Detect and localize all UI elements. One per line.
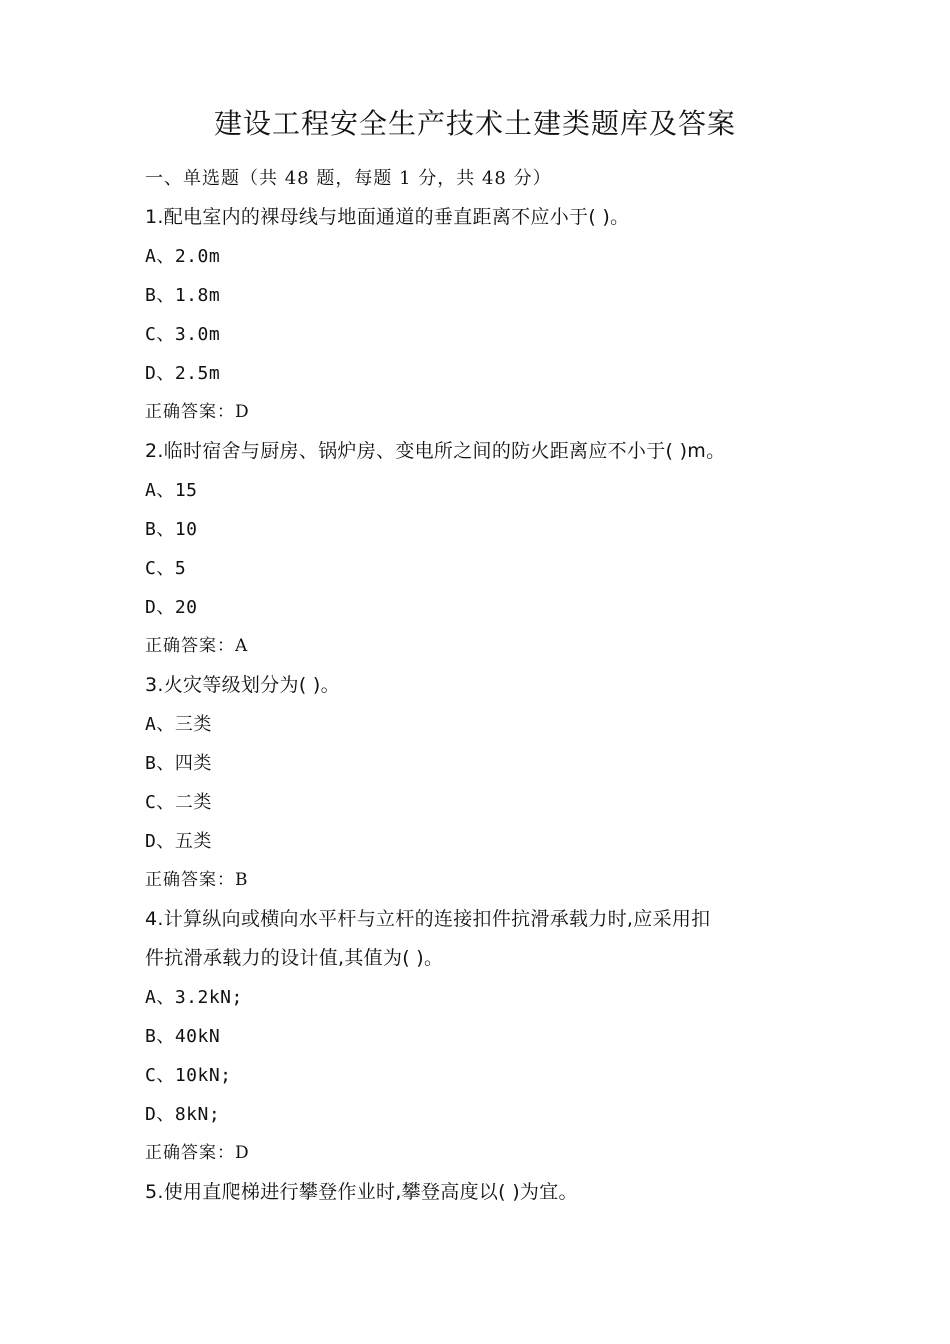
question-3-option-d: D、五类	[145, 831, 212, 852]
question-1-option-d: D、2.5m	[145, 363, 221, 384]
question-1-text: 1.配电室内的裸母线与地面通道的垂直距离不应小于( )。	[145, 206, 630, 228]
question-3-answer: 正确答案：B	[145, 870, 249, 890]
question-4-text-line-2: 件抗滑承载力的设计值,其值为( )。	[145, 947, 444, 969]
question-5-text: 5.使用直爬梯进行攀登作业时,攀登高度以( )为宜。	[145, 1181, 578, 1203]
question-3-text: 3.火灾等级划分为( )。	[145, 674, 340, 696]
question-list	[145, 159, 825, 1212]
question-2-answer: 正确答案：A	[145, 636, 249, 656]
question-2-option-a: A、15	[145, 480, 198, 501]
question-4-option-c: C、10kN;	[145, 1065, 232, 1086]
question-4-option-b: B、40kN	[145, 1026, 221, 1047]
question-2-option-d: D、20	[145, 597, 198, 618]
question-4-option-d: D、8kN;	[145, 1104, 221, 1125]
question-4-text-line-1: 4.计算纵向或横向水平杆与立杆的连接扣件抗滑承载力时,应采用扣	[145, 908, 711, 930]
question-3-option-b: B、四类	[145, 753, 212, 774]
document-title: 建设工程安全生产技术土建类题库及答案	[213, 107, 736, 140]
question-1-option-a: A、2.0m	[145, 246, 221, 267]
section-heading: 一、单选题（共 48 题，每题 1 分，共 48 分）	[145, 168, 552, 189]
question-4-answer: 正确答案：D	[145, 1143, 250, 1163]
question-3-option-c: C、二类	[145, 792, 212, 813]
question-1-answer: 正确答案：D	[145, 402, 250, 422]
question-2-option-c: C、5	[145, 558, 187, 579]
question-1-option-c: C、3.0m	[145, 324, 221, 345]
question-1-option-b: B、1.8m	[145, 285, 221, 306]
question-4-option-a: A、3.2kN;	[145, 987, 243, 1008]
question-2-text: 2.临时宿舍与厨房、锅炉房、变电所之间的防火距离应不小于( )m。	[145, 440, 726, 462]
question-2-option-b: B、10	[145, 519, 198, 540]
question-3-option-a: A、三类	[145, 714, 212, 735]
